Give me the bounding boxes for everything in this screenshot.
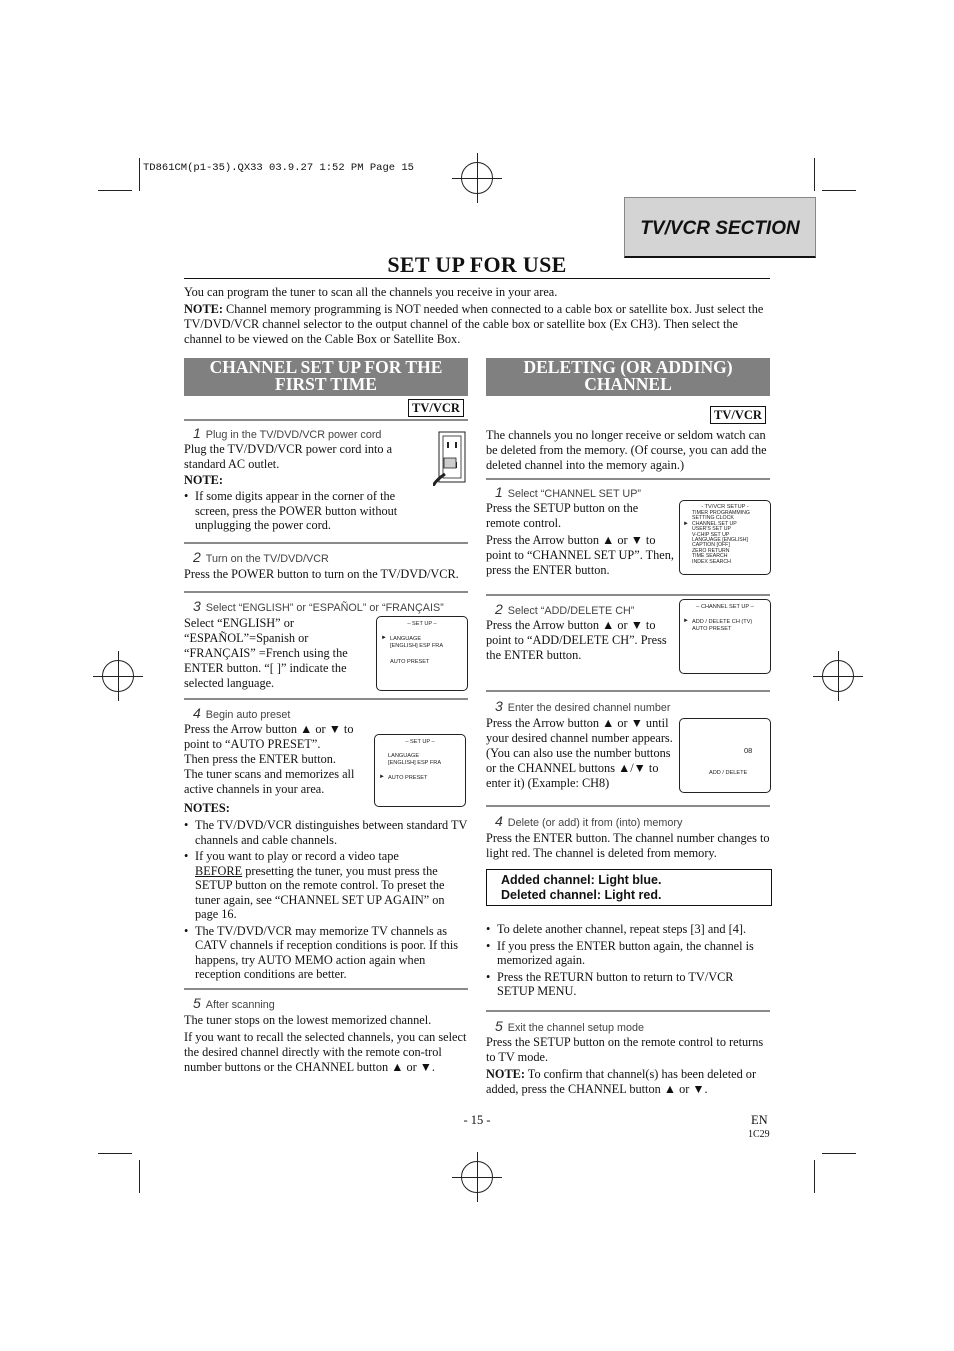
step-number: 4 [193, 705, 201, 721]
cursor-icon: ► [683, 521, 689, 527]
right-section-heading [486, 358, 770, 396]
step-divider [486, 594, 770, 596]
section-tab [624, 197, 816, 258]
screen-title: – SET UP – [407, 621, 437, 627]
screen-row: ZERO RETURN [692, 547, 730, 554]
step-divider [184, 542, 468, 544]
cursor-icon: ► [381, 635, 387, 641]
step-number: 2 [495, 601, 503, 617]
step-heading [193, 705, 290, 721]
channel-number: 08 [744, 746, 753, 755]
right-intro: The channels you no longer receive or seldom watch can be deleted from the memory. (Of course, you can add the deleted channel into the memory again.) [486, 428, 767, 472]
step-title: Exit the channel setup mode [507, 1022, 645, 1034]
screen-row: AUTO PRESET [692, 626, 732, 632]
step-number: 1 [495, 484, 503, 500]
note-label: NOTE: [184, 302, 223, 316]
step-heading [193, 598, 444, 614]
screen-row: CAPTION [OFF] [692, 542, 730, 549]
screen-row: [ENGLISH] ESP FRA [390, 643, 444, 649]
heading-line: DELETING (OR ADDING) [523, 357, 733, 377]
intro-line: You can program the tuner to scan all the channels you receive in your area. [184, 285, 558, 299]
note-text: Channel memory programming is NOT needed when connected to a cable box or satellite box. Just select the TV/DVD/VCR channel selector to the output channel of the cable box or satellite box (Ex CH3). Then select the channel to be viewed on the Cable Box or Satellite Box. [184, 302, 764, 346]
crop-mark [98, 1153, 132, 1154]
step-number: 5 [193, 995, 201, 1011]
registration-mark-top [461, 162, 493, 194]
crop-mark [139, 1160, 140, 1193]
registration-mark-bottom [461, 1161, 493, 1193]
screen-row: [ENGLISH] ESP FRA [388, 760, 442, 766]
underlined-word: BEFORE [195, 863, 243, 878]
note-list [184, 489, 406, 535]
channel-setup-screen-illustration [679, 599, 771, 674]
left-section-heading [184, 358, 468, 396]
screen-row: AUTO PRESET [388, 775, 428, 781]
step-body: Press the ENTER button. The channel number changes to light red. The channel is deleted from memory. [486, 831, 770, 860]
screen-row: SETTING CLOCK [692, 515, 734, 522]
step-title: Plug in the TV/DVD/VCR power cord [205, 429, 382, 441]
note-item: • If some digits appear in the corner of the screen, press the POWER button without unplugging the power cord. [184, 489, 406, 533]
screen-row: V-CHIP SET UP [692, 531, 730, 538]
step-body: Press the Arrow button ▲ or ▼ to point to “ADD/DELETE CH”. Press the ENTER button. [486, 618, 667, 662]
step-heading [193, 549, 329, 565]
screen-row: LANGUAGE [388, 753, 420, 759]
step-body [184, 722, 370, 797]
screen-row: AUTO PRESET [390, 659, 430, 665]
step-title: After scanning [205, 999, 275, 1011]
crop-mark [139, 158, 140, 191]
mode-badge: TV/VCR [710, 406, 766, 424]
step-title: Select “ADD/DELETE CH” [507, 605, 635, 617]
step-heading [495, 698, 670, 714]
step-number: 2 [193, 549, 201, 565]
step-heading [495, 1018, 644, 1034]
step-divider [184, 419, 468, 421]
bullet-item: • Press the RETURN button to return to TV/VCR SETUP MENU. [486, 970, 770, 999]
page-title: SET UP FOR USE [387, 252, 567, 277]
intro-paragraph [184, 285, 774, 347]
step-divider [184, 988, 468, 990]
screen-title: - TV/VCR SETUP - [701, 504, 749, 510]
channel-number-screen-illustration [679, 718, 771, 793]
intro-note [184, 302, 774, 347]
step-title: Enter the desired channel number [507, 702, 671, 714]
step-number: 1 [193, 425, 201, 441]
step-heading [495, 601, 634, 617]
crop-mark [98, 190, 132, 191]
step-body: Press the POWER button to turn on the TV/DVD/VCR. [184, 567, 459, 581]
channel-color-legend [486, 869, 772, 906]
crop-mark [814, 158, 815, 191]
step-body-line: If you want to recall the selected channels, you can select the desired channel directly with the remote con-trol number buttons or the CHANNEL button ▲ or ▼. [184, 1030, 467, 1074]
screen-row: LANGUAGE [ENGLISH] [692, 537, 748, 544]
note-item [184, 849, 468, 922]
registration-mark-right [822, 660, 854, 692]
step-divider [184, 591, 468, 593]
step-body-line: Press the Arrow button ▲ or ▼ to point to “CHANNEL SET UP”. Then, press the ENTER button. [486, 533, 674, 577]
step-divider [486, 805, 770, 807]
step-title: Select “ENGLISH” or “ESPAÑOL” or “FRANÇAIS” [205, 602, 444, 614]
step-title: Delete (or add) it from (into) memory [507, 817, 683, 829]
note-item: • The TV/DVD/VCR may memorize TV channels as CATV channels if reception conditions is poor. If this happens, try AUTO MEMO action again when reception conditions are better. [184, 924, 468, 982]
section-tab-label: TV/VCR SECTION [640, 218, 800, 239]
screen-title: – CHANNEL SET UP – [696, 604, 754, 610]
bullet-item: • If you press the ENTER button again, the channel is memorized again. [486, 939, 770, 968]
crop-mark [822, 190, 856, 191]
step-title: Begin auto preset [205, 709, 291, 721]
step-heading [495, 484, 641, 500]
screen-row: USER'S SET UP [692, 526, 731, 533]
tvvcr-setup-screen-illustration [679, 500, 771, 575]
step-body [184, 1013, 468, 1075]
heading-line: CHANNEL [584, 374, 672, 394]
step-body [486, 1035, 770, 1097]
heading-line: CHANNEL SET UP FOR THE [209, 357, 443, 377]
step-body-line: Press the SETUP button on the remote control. [486, 501, 639, 530]
step-heading [193, 425, 381, 441]
note-label: NOTE: [184, 473, 223, 487]
bullet-item: • To delete another channel, repeat steps [3] and [4]. [486, 922, 770, 937]
legend-line: Added channel: Light blue. [501, 873, 662, 887]
notes-label: NOTES: [184, 801, 230, 815]
cursor-icon: ► [683, 618, 689, 624]
step-title: Select “CHANNEL SET UP” [507, 488, 641, 500]
note-label: NOTE: [486, 1067, 525, 1081]
step-divider [486, 690, 770, 692]
screen-menu-list [692, 511, 750, 565]
step-number: 3 [495, 698, 503, 714]
page-number: - 15 - [463, 1113, 491, 1127]
note-item-text: presetting the tuner, you must press the SETUP button on the remote control. To preset the tuner again, see “CHANNEL SET UP AGAIN” on page 16. [195, 863, 445, 921]
crop-mark [814, 1160, 815, 1193]
step-body-line: Press the SETUP button on the remote control to returns to TV mode. [486, 1035, 764, 1064]
heading-line: FIRST TIME [275, 374, 377, 394]
step-body-line: Press the Arrow button ▲ or ▼ to point to “AUTO PRESET”. [184, 722, 354, 751]
power-outlet-icon [433, 428, 467, 486]
step-body: Plug the TV/DVD/VCR power cord into a standard AC outlet. [184, 442, 393, 471]
note-item-text: If you want to play or record a video tape [195, 849, 399, 863]
step-divider [486, 478, 770, 480]
legend-line: Deleted channel: Light red. [501, 888, 662, 902]
crop-mark [822, 1153, 856, 1154]
document-code: 1C29 [748, 1129, 770, 1140]
screen-title: – SET UP – [405, 739, 435, 745]
setup-screen-illustration [376, 616, 468, 691]
screen-row: ADD / DELETE [709, 770, 748, 776]
print-header: TD861CM(p1-35).QX33 03.9.27 1:52 PM Page 15 [143, 162, 414, 174]
step4-bullets [486, 922, 770, 1001]
step-heading [193, 995, 275, 1011]
screen-row: TIMER PROGRAMMING [692, 510, 750, 516]
step-body: Press the Arrow button ▲ or ▼ until your desired channel number appears. (You can also use the number buttons or the CHANNEL buttons ▲/▼ to enter it) (Example: CH8) [486, 716, 673, 790]
step-body [486, 501, 674, 578]
screen-row: INDEX SEARCH [692, 558, 731, 565]
screen-row: ADD / DELETE CH (TV) [692, 619, 753, 625]
step-number: 3 [193, 598, 201, 614]
step-body-line: The tuner stops on the lowest memorized channel. [184, 1013, 432, 1027]
setup-screen-illustration [374, 734, 466, 807]
step-title: Turn on the TV/DVD/VCR [205, 553, 329, 565]
step-body-line: The tuner scans and memorizes all active channels in your area. [184, 767, 355, 796]
step-body-line: Then press the ENTER button. [184, 752, 336, 766]
screen-row: TIME SEARCH [692, 553, 728, 560]
step-body: Select “ENGLISH” or “ESPAÑOL”=Spanish or “FRANÇAIS” =French using the ENTER button. “[ ]” indicate the selected language. [184, 616, 348, 690]
step-divider [184, 698, 468, 700]
step-heading [495, 813, 682, 829]
screen-row: CHANNEL SET UP [692, 520, 737, 527]
screen-row: LANGUAGE [390, 636, 422, 642]
cursor-icon: ► [379, 774, 385, 780]
note-text: To confirm that channel(s) has been deleted or added, press the CHANNEL button ▲ or ▼. [486, 1067, 757, 1096]
step-number: 5 [495, 1018, 503, 1034]
note-item: • The TV/DVD/VCR distinguishes between standard TV channels and cable channels. [184, 818, 468, 847]
step-number: 4 [495, 813, 503, 829]
title-rule [184, 278, 770, 279]
registration-mark-left [102, 660, 134, 692]
mode-badge: TV/VCR [408, 399, 464, 417]
notes-list [184, 818, 468, 984]
language-code: EN [751, 1113, 768, 1127]
step-divider [486, 1010, 770, 1012]
